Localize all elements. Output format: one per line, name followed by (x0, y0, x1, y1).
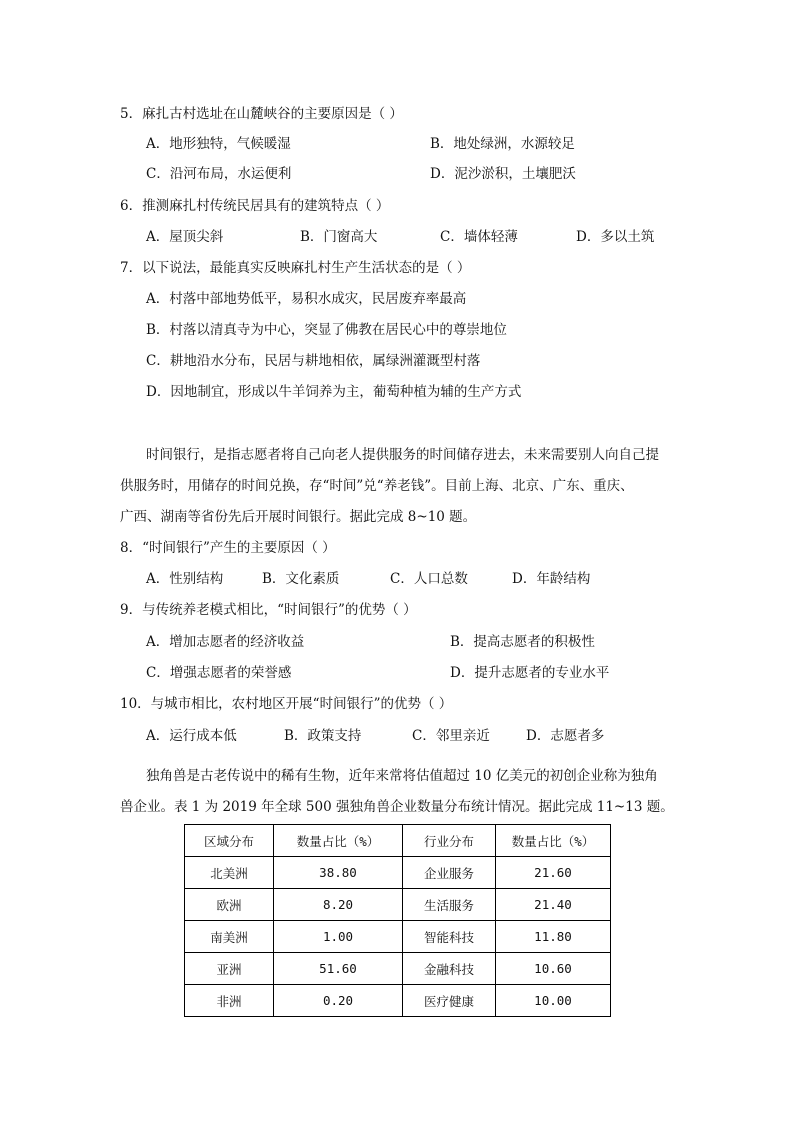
table-row (185, 921, 611, 953)
table-cell: 欧洲 (185, 889, 274, 921)
question-6-option-d: D．多以土筑 (576, 229, 655, 245)
question-8-option-d: D．年龄结构 (512, 571, 591, 587)
unicorn-distribution-table (184, 824, 611, 1017)
question-9-option-d: D．提升志愿者的专业水平 (450, 665, 610, 681)
question-7-stem: 7．以下说法，最能真实反映麻扎村生产生活状态的是（ ） (120, 260, 471, 276)
question-8-stem: 8．“时间银行”产生的主要原因（ ） (120, 540, 336, 556)
question-5-option-b: B．地处绿洲，水源较足 (430, 136, 575, 152)
question-7-option-b: B．村落以清真寺为中心，突显了佛教在居民心中的尊崇地位 (146, 322, 507, 338)
table-header-cell: 数量占比（%） (496, 825, 611, 857)
table-cell: 生活服务 (403, 889, 496, 921)
table-cell: 1.00 (274, 921, 403, 953)
question-7-option-c: C．耕地沿水分布，民居与耕地相依，属绿洲灌溉型村落 (146, 353, 481, 369)
table-cell: 非洲 (185, 985, 274, 1017)
table-cell: 10.60 (496, 953, 611, 985)
question-9-option-b: B．提高志愿者的积极性 (450, 634, 595, 650)
passage-time-bank-line-1: 时间银行，是指志愿者将自己向老人提供服务的时间储存进去，未来需要别人向自己提 (146, 447, 659, 463)
table-cell: 金融科技 (403, 953, 496, 985)
table-cell: 企业服务 (403, 857, 496, 889)
table-cell: 21.60 (496, 857, 611, 889)
table-row (185, 985, 611, 1017)
table-cell: 医疗健康 (403, 985, 496, 1017)
passage-time-bank-line-2: 供服务时，用储存的时间兑换，存“时间”兑“养老钱”。目前上海、北京、广东、重庆、 (120, 478, 634, 494)
question-10-option-a: A．运行成本低 (146, 728, 237, 744)
question-5-option-d: D．泥沙淤积，土壤肥沃 (430, 166, 576, 182)
question-9-option-c: C．增强志愿者的荣誉感 (146, 665, 292, 681)
question-9-stem: 9．与传统养老模式相比，“时间银行”的优势（ ） (120, 602, 417, 618)
table-cell: 北美洲 (185, 857, 274, 889)
table-header-cell: 区域分布 (185, 825, 274, 857)
question-5-stem: 5．麻扎古村选址在山麓峡谷的主要原因是（ ） (120, 106, 403, 122)
question-5-option-c: C．沿河布局，水运便利 (146, 166, 292, 182)
table-cell: 亚洲 (185, 953, 274, 985)
table-cell: 0.20 (274, 985, 403, 1017)
question-6-stem: 6．推测麻扎村传统民居具有的建筑特点（ ） (120, 198, 390, 214)
question-10-option-c: C．邻里亲近 (412, 728, 490, 744)
table-cell: 南美洲 (185, 921, 274, 953)
table-header-row (185, 825, 611, 857)
table-cell: 38.80 (274, 857, 403, 889)
question-9-option-a: A．增加志愿者的经济收益 (146, 634, 305, 650)
table-row (185, 953, 611, 985)
table-cell: 10.00 (496, 985, 611, 1017)
table-cell: 51.60 (274, 953, 403, 985)
question-8-option-b: B．文化素质 (262, 571, 340, 587)
question-10-option-d: D．志愿者多 (526, 728, 605, 744)
passage-unicorn-line-1: 独角兽是古老传说中的稀有生物，近年来常将估值超过 10 亿美元的初创企业称为独角 (146, 768, 658, 784)
question-7-option-d: D．因地制宜，形成以牛羊饲养为主，葡萄种植为辅的生产方式 (146, 384, 522, 400)
table-row (185, 889, 611, 921)
question-5-option-a: A．地形独特，气候暖湿 (146, 136, 291, 152)
table-cell: 8.20 (274, 889, 403, 921)
passage-unicorn-line-2: 兽企业。表 1 为 2019 年全球 500 强独角兽企业数量分布统计情况。据此完成 11~13 题。 (120, 799, 674, 815)
question-8-option-c: C．人口总数 (390, 571, 468, 587)
question-8-option-a: A．性别结构 (146, 571, 224, 587)
question-6-option-a: A．屋顶尖斜 (146, 229, 224, 245)
question-6-option-b: B．门窗高大 (300, 229, 378, 245)
table-row (185, 857, 611, 889)
table-header-cell: 行业分布 (403, 825, 496, 857)
question-6-option-c: C．墙体轻薄 (440, 229, 518, 245)
passage-time-bank-line-3: 广西、湖南等省份先后开展时间银行。据此完成 8~10 题。 (120, 509, 477, 525)
table-cell: 智能科技 (403, 921, 496, 953)
table-cell: 11.80 (496, 921, 611, 953)
question-7-option-a: A．村落中部地势低平，易积水成灾，民居废弃率最高 (146, 291, 467, 307)
question-10-option-b: B．政策支持 (284, 728, 362, 744)
table-cell: 21.40 (496, 889, 611, 921)
question-10-stem: 10．与城市相比，农村地区开展“时间银行”的优势（ ） (120, 696, 453, 712)
table-header-cell: 数量占比（%） (274, 825, 403, 857)
